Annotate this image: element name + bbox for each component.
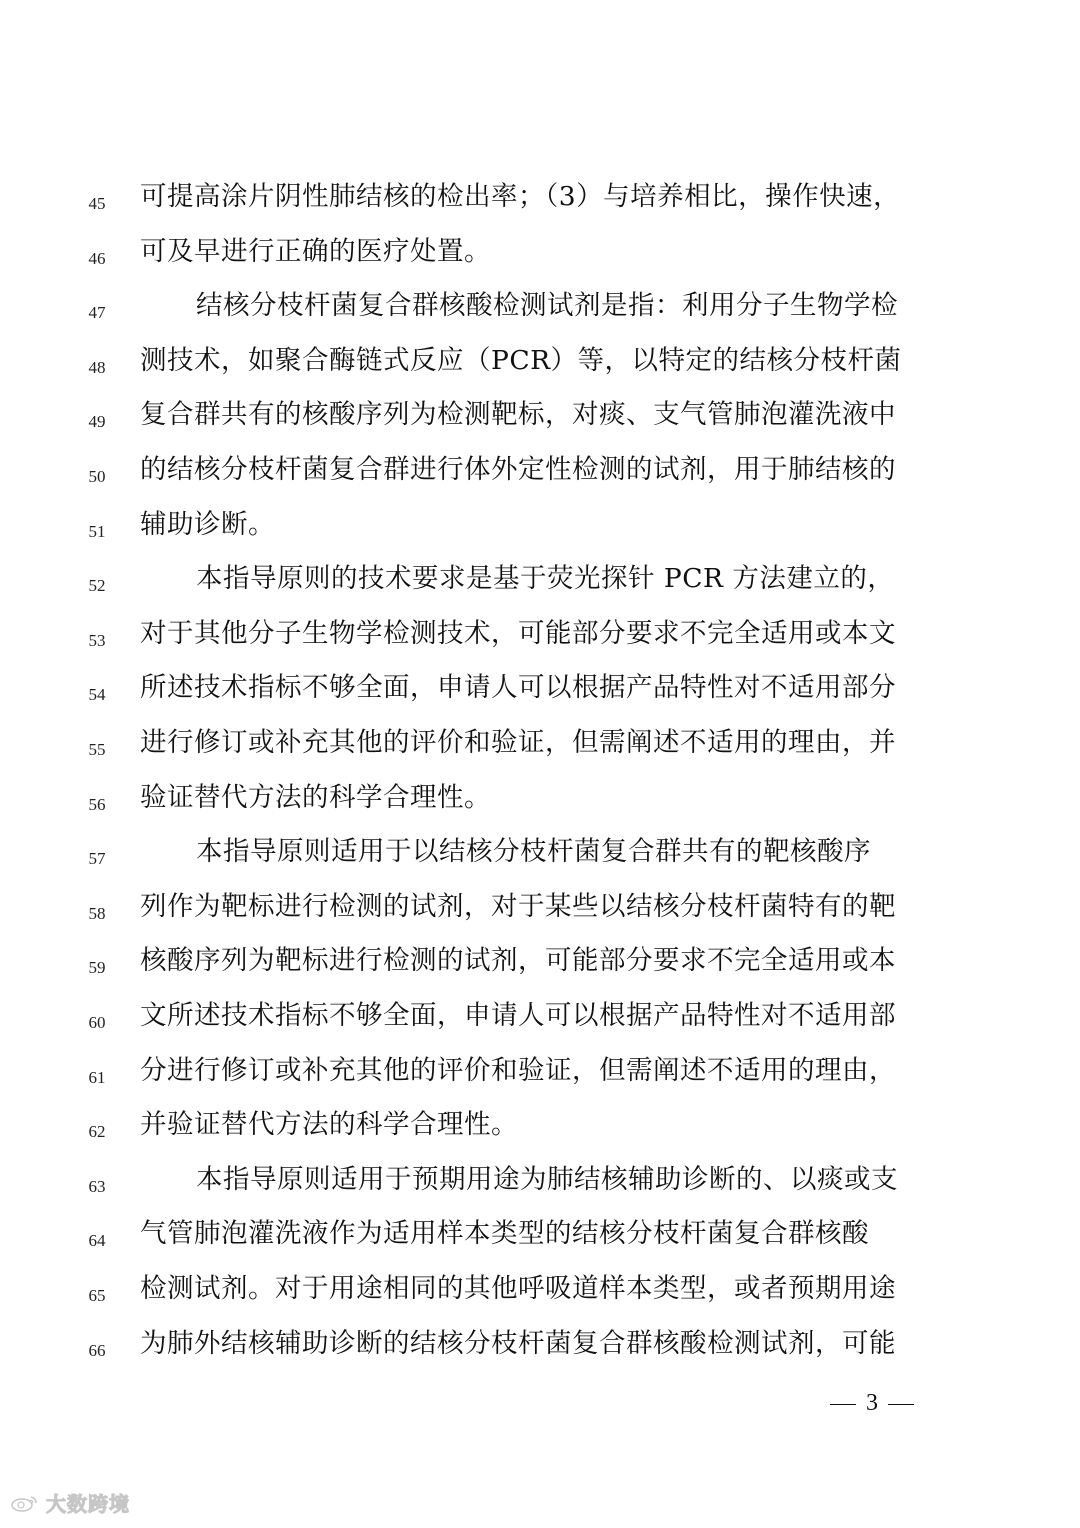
document-line [0,279,1080,333]
line-number: 48 [88,357,106,377]
line-text: 进行修订或补充其他的评价和验证，但需阐述不适用的理由，并 [140,727,896,758]
document-line [0,552,1080,606]
line-number: 61 [88,1067,106,1087]
page-number-value: 3 [866,1390,878,1416]
line-text: 检测试剂。对于用途相同的其他呼吸道样本类型，或者预期用途 [140,1273,896,1304]
document-line [0,1317,1080,1371]
document-line [0,443,1080,497]
line-text: 本指导原则适用于预期用途为肺结核辅助诊断的、以痰或支 [196,1163,898,1195]
document-line [0,607,1080,661]
line-number: 56 [88,794,106,814]
document-line [0,334,1080,388]
line-number: 46 [88,248,106,268]
line-number: 62 [88,1122,106,1142]
line-number: 53 [88,630,106,650]
watermark [10,1488,130,1517]
page-number-right-dash [888,1404,914,1405]
line-text: 核酸序列为靶标进行检测的试剂，可能部分要求不完全适用或本 [140,945,896,977]
line-text: 可及早进行正确的医疗处置。 [140,235,491,267]
document-line [0,661,1080,715]
line-number: 66 [88,1340,106,1360]
line-text: 辅助诊断。 [140,508,275,540]
document-line [0,1098,1080,1152]
line-text: 文所述技术指标不够全面，申请人可以根据产品特性对不适用部 [140,1000,896,1031]
line-text: 为肺外结核辅助诊断的结核分枝杆菌复合群核酸检测试剂，可能 [140,1327,896,1359]
line-number: 45 [88,194,106,213]
line-number: 65 [88,1286,106,1305]
line-number: 59 [88,958,106,978]
line-number: 54 [88,685,106,705]
document-line [0,1262,1080,1316]
line-number: 52 [88,576,106,596]
document-line [0,388,1080,442]
line-text: 验证替代方法的科学合理性。 [140,781,491,813]
document-line [0,989,1080,1043]
document-line [0,1044,1080,1098]
line-text: 并验证替代方法的科学合理性。 [140,1109,518,1141]
line-number: 63 [88,1176,106,1196]
watermark-text: 大数跨境 [46,1492,130,1516]
line-number: 51 [88,521,106,541]
line-number: 49 [88,412,106,432]
line-number: 50 [88,467,106,486]
line-text: 复合群共有的核酸序列为检测靶标，对痰、支气管肺泡灌洗液中 [140,399,896,431]
page-number-left-dash [830,1404,856,1405]
line-text: 列作为靶标进行检测的试剂，对于某些以结核分枝杆菌特有的靶 [140,890,896,922]
line-number: 55 [88,740,106,759]
weibo-logo-icon [10,1494,40,1512]
document-line [0,498,1080,552]
line-number: 57 [88,849,106,869]
line-text: 本指导原则适用于以结核分枝杆菌复合群共有的靶核酸序 [196,836,871,868]
line-number: 60 [88,1013,106,1032]
line-text: 结核分枝杆菌复合群核酸检测试剂是指：利用分子生物学检 [196,290,898,322]
document-line [0,825,1080,879]
line-text: 的结核分枝杆菌复合群进行体外定性检测的试剂，用于肺结核的 [140,454,896,485]
line-text: 所述技术指标不够全面，申请人可以根据产品特性对不适用部分 [140,672,896,704]
line-number: 64 [88,1231,106,1251]
document-line [0,716,1080,770]
line-number: 47 [88,303,106,323]
page-number [820,1390,924,1417]
document-line [0,880,1080,934]
line-text: 气管肺泡灌洗液作为适用样本类型的结核分枝杆菌复合群核酸 [140,1218,869,1250]
line-text: 测技术，如聚合酶链式反应（PCR）等，以特定的结核分枝杆菌 [140,344,902,376]
line-text: 分进行修订或补充其他的评价和验证，但需阐述不适用的理由， [140,1054,896,1086]
document-line [0,225,1080,279]
document-line [0,771,1080,825]
document-line [0,170,1080,224]
document-line [0,934,1080,988]
line-text: 可提高涂片阴性肺结核的检出率；（3）与培养相比，操作快速， [140,181,901,212]
line-text: 本指导原则的技术要求是基于荧光探针 PCR 方法建立的， [196,563,895,595]
document-line [0,1153,1080,1207]
line-text: 对于其他分子生物学检测技术，可能部分要求不完全适用或本文 [140,617,896,649]
document-line [0,1207,1080,1261]
line-number: 58 [88,903,106,923]
